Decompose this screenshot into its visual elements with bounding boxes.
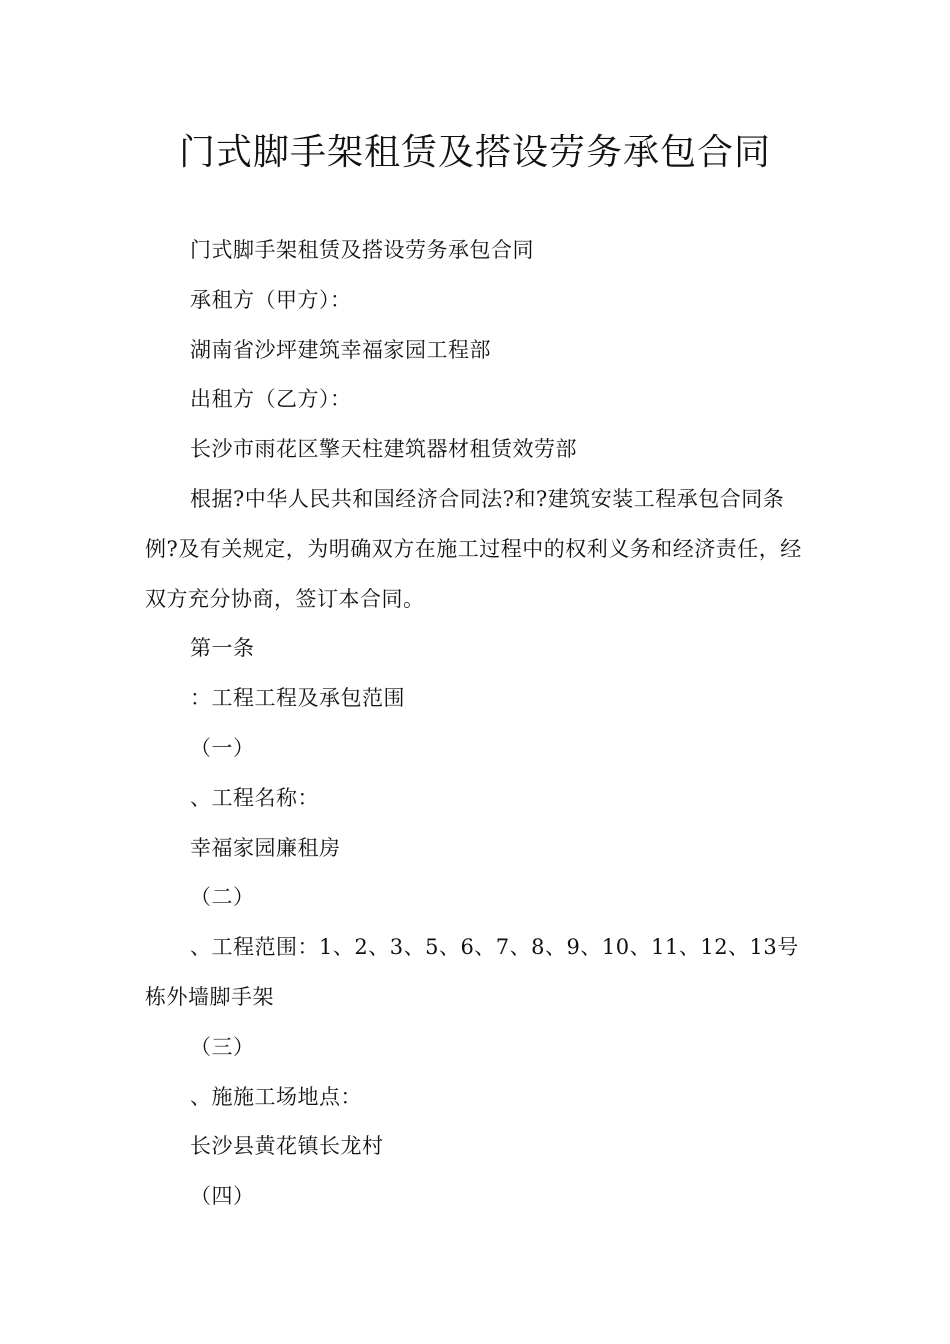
- paragraph-item-four: （四）: [190, 1184, 255, 1209]
- paragraph-item-one: （一）: [190, 735, 255, 760]
- paragraph-project-name-label: 、工程名称：: [190, 785, 319, 810]
- paragraph-lessee-name: 湖南省沙坪建筑幸福家园工程部: [190, 337, 491, 362]
- paragraph-project-name: 幸福家园廉租房: [190, 835, 341, 860]
- paragraph-article-one: 第一条: [190, 636, 255, 661]
- paragraph-lessee-label: 承租方（甲方）：: [190, 287, 352, 312]
- paragraph-contract-name: 门式脚手架租赁及搭设劳务承包合同: [190, 238, 534, 262]
- paragraph-item-three: （三）: [190, 1034, 255, 1059]
- paragraph-item-two: （二）: [190, 885, 255, 910]
- document-title: 门式脚手架租赁及搭设劳务承包合同: [178, 132, 771, 173]
- paragraph-lessor-label: 出租方（乙方）：: [190, 387, 352, 412]
- document-body: [145, 226, 810, 1222]
- paragraph-project-scope: 、工程范围：1、2、3、5、6、7、8、9、10、11、12、13号栋外墙脚手架: [145, 935, 799, 1009]
- paragraph-article-one-heading: ：工程工程及承包范围: [190, 686, 405, 711]
- paragraph-site-label: 、施施工场地点：: [190, 1084, 362, 1109]
- paragraph-site-location: 长沙县黄花镇长龙村: [190, 1134, 384, 1159]
- paragraph-preamble: 根据?中华人民共和国经济合同法?和?建筑安装工程承包合同条例?及有关规定，为明确双方在施工过程中的权利义务和经济责任，经双方充分协商，签订本合同。: [145, 486, 802, 611]
- paragraph-lessor-name: 长沙市雨花区擎天柱建筑器材租赁效劳部: [190, 437, 577, 462]
